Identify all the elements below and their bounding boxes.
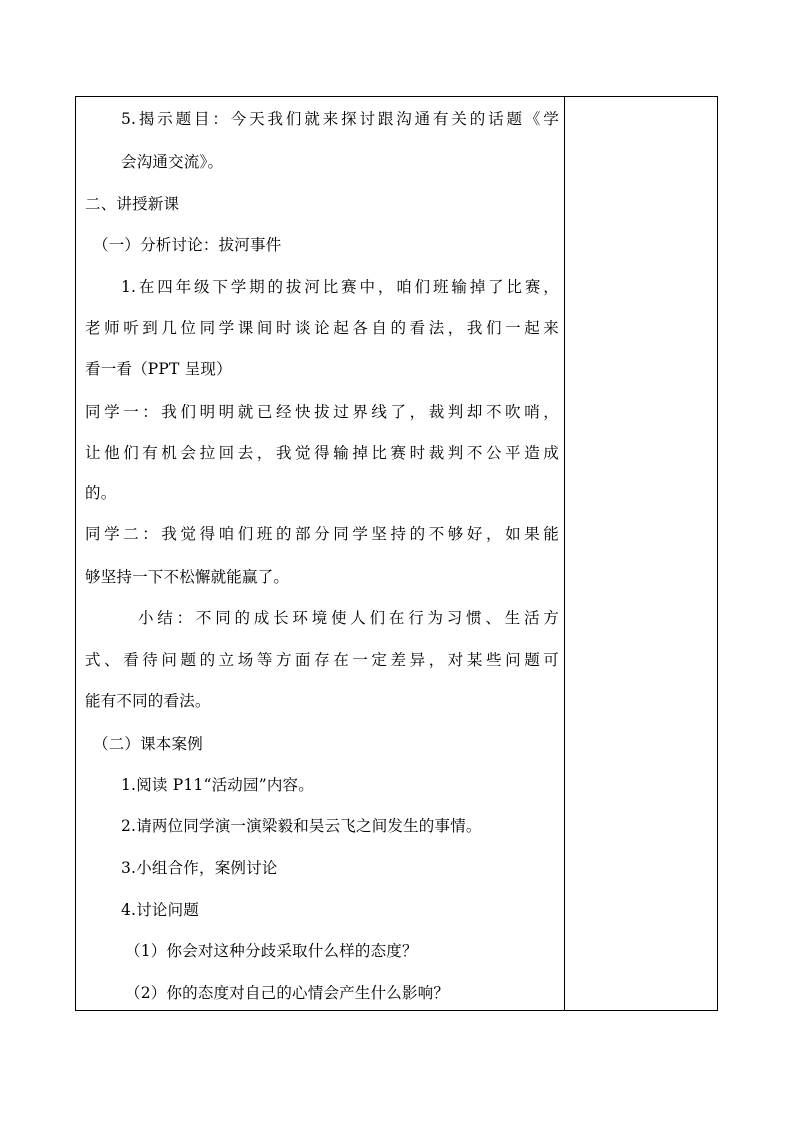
notes-cell <box>565 97 717 1010</box>
question-line: （1）你会对这种分歧采取什么样的态度？ <box>125 942 418 960</box>
text-line: 同学一：我们明明就已经快拔过界线了，裁判却不吹哨， <box>85 403 559 421</box>
text-line: 老师听到几位同学课间时谈论起各自的看法，我们一起来 <box>85 319 559 337</box>
text-line: 够坚持一下不松懈就能赢了。 <box>85 568 290 586</box>
summary-line: 能有不同的看法。 <box>85 692 211 710</box>
subsection-heading: （一）分析讨论：拔河事件 <box>93 236 282 254</box>
question-line: （2）你的态度对自己的心情会产生什么影响？ <box>125 984 450 1002</box>
summary-line: 小结：不同的成长环境使人们在行为习惯、生活方 <box>138 609 559 627</box>
subsection-heading: （二）课本案例 <box>93 735 203 753</box>
text-line: 3.小组合作，案例讨论 <box>121 859 278 877</box>
text-line: 4.讨论问题 <box>121 901 199 919</box>
text-line: 5.揭示题目：今天我们就来探讨跟沟通有关的话题《学 <box>121 110 559 128</box>
text-line: 1.在四年级下学期的拔河比赛中，咱们班输掉了比赛， <box>121 278 559 296</box>
text-line: 同学二：我觉得咱们班的部分同学坚持的不够好，如果能 <box>85 525 559 543</box>
text-line: 的。 <box>85 484 117 502</box>
text-line: 让他们有机会拉回去，我觉得输掉比赛时裁判不公平造成 <box>85 444 559 462</box>
text-line: 会沟通交流》。 <box>121 153 224 171</box>
summary-line: 式、看待问题的立场等方面存在一定差异，对某些问题可 <box>85 651 559 669</box>
section-heading: 二、讲授新课 <box>85 195 180 213</box>
text-line: 看一看（PPT 呈现） <box>85 360 232 378</box>
lesson-plan-table <box>75 96 718 1011</box>
text-line: 1.阅读 P11“活动园”内容。 <box>121 776 314 794</box>
text-line: 2.请两位同学演一演梁毅和吴云飞之间发生的事情。 <box>121 817 482 835</box>
